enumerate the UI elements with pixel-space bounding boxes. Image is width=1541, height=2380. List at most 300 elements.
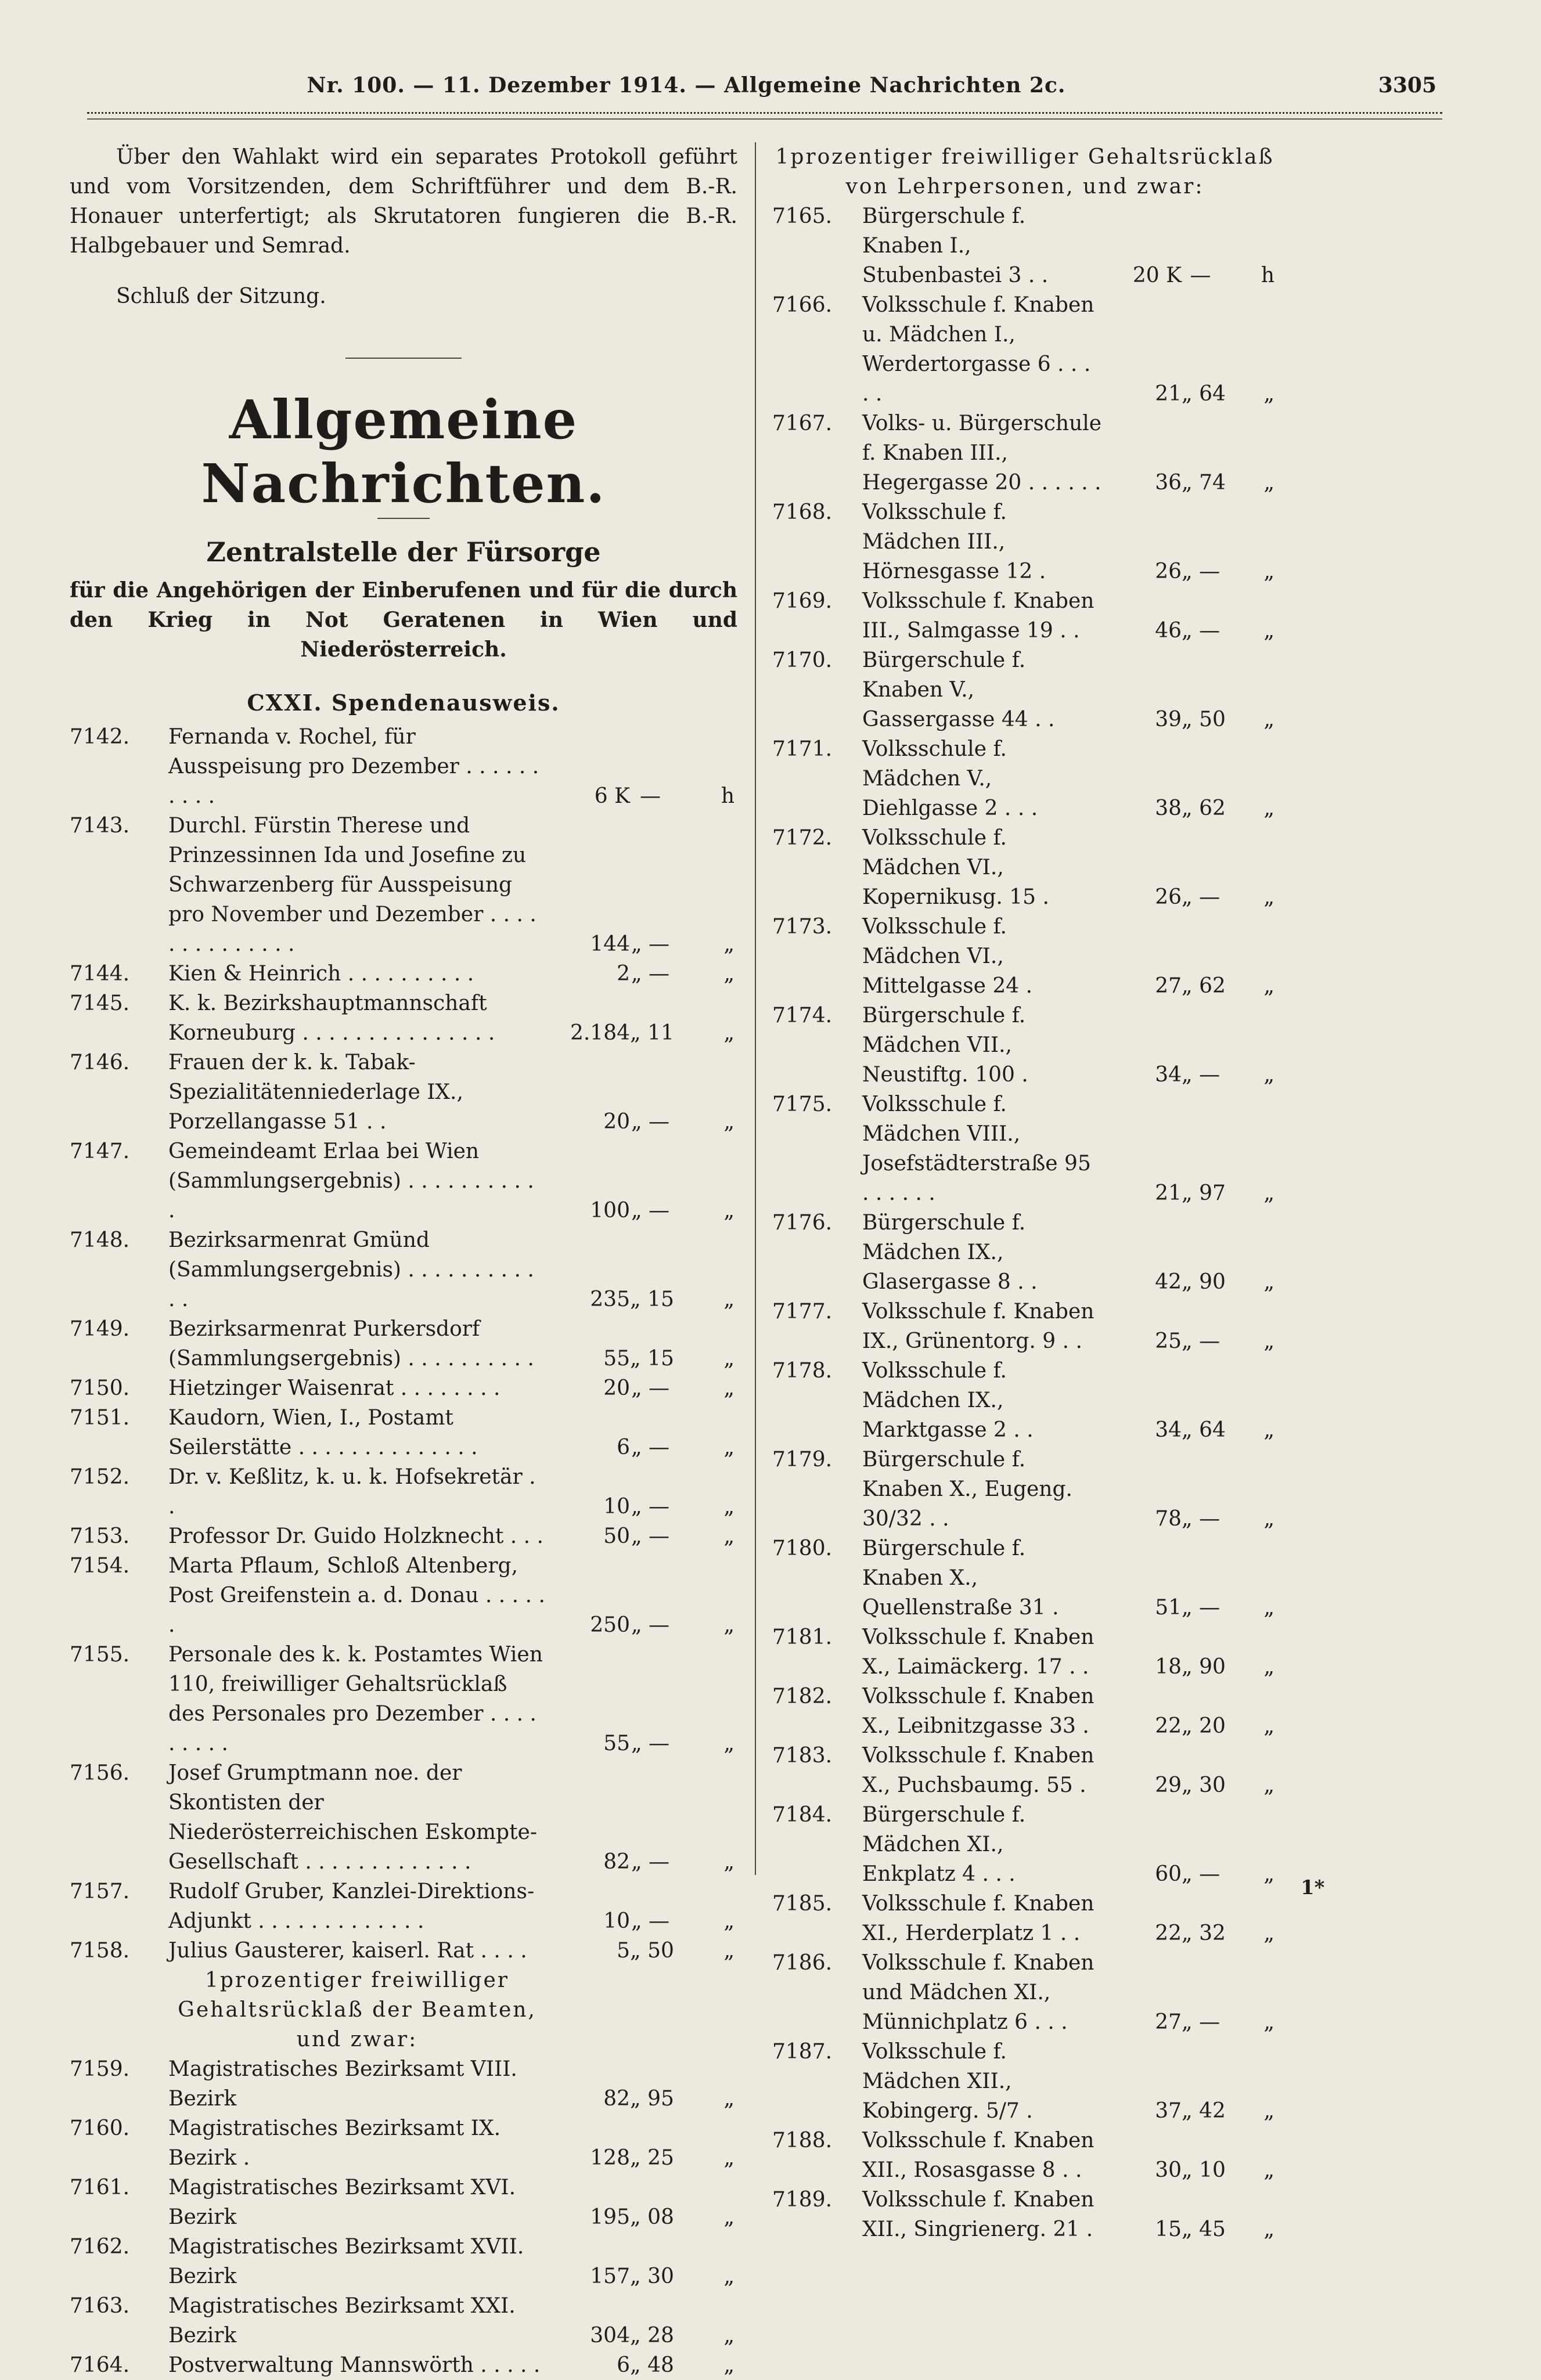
donation-entry — [70, 1551, 737, 1640]
amount-unit: „ — [723, 2353, 735, 2377]
subtitle-detail: für die Angehörigen der Einberufenen und für die durch den Krieg in Not Geratenen in Wien und Niederösterreich. — [70, 578, 737, 662]
amount-unit: „ — [1263, 1418, 1274, 1442]
entry-text: Bürgerschule f. Knaben X., Quellenstraße 31 . — [862, 1537, 1059, 1620]
donation-entry — [70, 1314, 737, 1373]
entry-amount — [1109, 2215, 1277, 2244]
entry-number: 7170. — [772, 648, 833, 672]
donation-entry — [772, 1208, 1277, 1297]
amount-heller: — — [640, 784, 661, 808]
amount-heller: „ — — [631, 1909, 670, 1933]
entry-text: Volksschule f. Mädchen V., Diehlgasse 2 . . . — [862, 737, 1038, 820]
amount-unit: „ — [1263, 885, 1274, 909]
entry-number: 7185. — [772, 1892, 833, 1916]
donation-entry — [772, 1682, 1277, 1741]
amount-kronen: 27 — [1155, 2010, 1182, 2034]
left-column — [70, 142, 737, 2380]
entry-amount — [1109, 261, 1277, 290]
amount-unit: „ — [723, 2205, 735, 2229]
entry-text: Frauen der k. k. Tabak-Spezialitätenniederlage IX., Porzellangasse 51 . . — [168, 1051, 463, 1134]
amount-unit: „ — [723, 2324, 735, 2347]
entry-amount — [1109, 1326, 1277, 1356]
donation-entry — [772, 1741, 1277, 1800]
entry-amount — [1109, 794, 1277, 823]
entry-amount — [1109, 2007, 1277, 2037]
amount-heller: „ — — [1182, 1862, 1220, 1886]
donation-entry — [70, 2350, 737, 2380]
donation-entry — [70, 1403, 737, 1462]
amount-unit: „ — [1263, 708, 1274, 731]
donation-entry — [772, 1001, 1277, 1090]
entry-text: Volksschule f. Knaben XII., Rosasgasse 8 . . — [862, 2129, 1094, 2182]
donation-entry — [70, 1462, 737, 1521]
amount-unit: „ — [1263, 2158, 1274, 2182]
donation-entry — [70, 1936, 737, 1966]
donation-entry — [70, 1640, 737, 1758]
donation-entry — [772, 1948, 1277, 2037]
donation-entry — [772, 1445, 1277, 1534]
entry-number: 7189. — [772, 2188, 833, 2212]
entry-amount — [1109, 1652, 1277, 1682]
entry-number: 7174. — [772, 1004, 833, 1027]
entry-amount — [552, 1433, 737, 1462]
amount-kronen: 18 — [1155, 1655, 1182, 1679]
amount-heller: „ — — [631, 1436, 670, 1459]
entry-text: Kien & Heinrich . . . . . . . . . . — [168, 962, 474, 986]
entry-amount — [552, 929, 737, 959]
amount-kronen: 6 K — [594, 784, 630, 808]
amount-heller: „ — — [631, 962, 670, 986]
amount-heller: „ — — [1182, 2010, 1220, 2034]
entry-number: 7147. — [70, 1139, 130, 1163]
donation-entry — [70, 2054, 737, 2114]
amount-kronen: 29 — [1155, 1773, 1182, 1797]
donation-entry — [772, 1800, 1277, 1889]
amount-heller: „ 48 — [630, 2353, 674, 2377]
entry-number: 7150. — [70, 1376, 130, 1400]
amount-kronen: 144 — [590, 932, 630, 956]
entry-text: Fernanda v. Rochel, für Ausspeisung pro Dezember . . . . . . . . . . — [168, 725, 539, 808]
amount-heller: „ 50 — [630, 1939, 674, 1963]
amount-heller: „ 28 — [630, 2324, 674, 2347]
entry-text: Volksschule f. Mädchen III., Hörnesgasse 12 . — [862, 500, 1046, 583]
entry-number: 7183. — [772, 1744, 833, 1768]
amount-heller: „ 62 — [1182, 974, 1226, 998]
amount-unit: „ — [1263, 619, 1274, 643]
entry-amount — [552, 1521, 737, 1551]
amount-kronen: 78 — [1155, 1507, 1182, 1531]
amount-heller: „ 20 — [1182, 1714, 1226, 1738]
donation-entry — [772, 823, 1277, 912]
entry-number: 7165. — [772, 204, 833, 228]
amount-unit: „ — [1263, 1596, 1274, 1620]
entry-amount — [1109, 468, 1277, 497]
amount-heller: „ 30 — [630, 2264, 674, 2288]
entry-amount — [552, 1936, 737, 1966]
entry-amount — [552, 1285, 737, 1314]
amount-unit: „ — [723, 1021, 735, 1045]
entry-number: 7144. — [70, 962, 130, 986]
amount-heller: „ 74 — [1182, 471, 1226, 495]
entry-amount — [552, 2143, 737, 2173]
donation-list — [70, 722, 737, 1966]
amount-kronen: 6 — [617, 2353, 630, 2377]
entry-amount — [552, 1492, 737, 1521]
entry-text: Bürgerschule f. Knaben V., Gassergasse 44 . . — [862, 648, 1055, 731]
entry-amount — [1109, 1178, 1277, 1208]
amount-kronen: 235 — [590, 1288, 630, 1311]
entry-amount — [552, 2321, 737, 2350]
amount-unit: „ — [1263, 2010, 1274, 2034]
amount-heller: „ 10 — [1182, 2158, 1226, 2182]
amount-unit: „ — [1263, 1181, 1274, 1205]
donation-list-heading: CXXI. Spendenausweis. — [247, 690, 560, 716]
entry-number: 7159. — [70, 2057, 130, 2081]
amount-heller: „ — — [631, 1110, 670, 1134]
donation-entry — [772, 409, 1277, 497]
amount-unit: „ — [723, 1347, 735, 1371]
entry-amount — [1109, 1504, 1277, 1534]
donation-entry — [772, 646, 1277, 734]
amount-kronen: 51 — [1155, 1596, 1182, 1620]
amount-heller: „ — — [1182, 1596, 1220, 1620]
donation-entry — [70, 1521, 737, 1551]
entry-amount — [1109, 882, 1277, 912]
amount-unit: „ — [1263, 471, 1274, 495]
amount-kronen: 37 — [1155, 2099, 1182, 2123]
donation-entry — [772, 1889, 1277, 1948]
right-column — [772, 142, 1277, 2244]
amount-unit: „ — [723, 2087, 735, 2111]
entry-amount — [1109, 1859, 1277, 1889]
entry-text: Bürgerschule f. Mädchen IX., Glasergasse 8 . . — [862, 1211, 1038, 1294]
entry-amount — [1109, 1593, 1277, 1622]
entry-text: Personale des k. k. Postamtes Wien 110, freiwilliger Gehaltsrücklaß des Personales pro Dezember . . . . . . . . . — [168, 1643, 543, 1755]
amount-heller: „ 64 — [1182, 382, 1226, 406]
entry-number: 7160. — [70, 2116, 130, 2140]
amount-heller: — — [1190, 264, 1211, 287]
entry-text: Professor Dr. Guido Holzknecht . . . — [168, 1524, 543, 1548]
subtitle: Zentralstelle der Fürsorge — [206, 536, 601, 568]
entry-amount — [1109, 1267, 1277, 1297]
entry-text: Magistratisches Bezirksamt IX. Bezirk . — [168, 2116, 501, 2170]
amount-kronen: 10 — [603, 1495, 630, 1519]
entry-text: Volksschule f. Mädchen IX., Marktgasse 2 . . — [862, 1359, 1034, 1442]
signature-mark: 1* — [1301, 1876, 1325, 1899]
donation-entry — [772, 912, 1277, 1001]
entry-number: 7169. — [772, 589, 833, 613]
group-note-teachers: 1prozentiger freiwilliger Gehaltsrücklaß von Lehrpersonen, und zwar: — [775, 145, 1274, 199]
entry-amount — [1109, 1415, 1277, 1445]
amount-unit: „ — [1263, 1063, 1274, 1087]
amount-kronen: 55 — [603, 1347, 630, 1371]
amount-heller: „ 64 — [1182, 1418, 1226, 1442]
entry-number: 7157. — [70, 1880, 130, 1903]
amount-unit: „ — [1263, 382, 1274, 406]
entry-text: Marta Pflaum, Schloß Altenberg, Post Greifenstein a. d. Donau . . . . . . — [168, 1554, 545, 1637]
amount-heller: „ — — [631, 1732, 670, 1755]
entry-text: Volksschule f. Mädchen XII., Kobingerg. 5/7 . — [862, 2040, 1033, 2123]
donation-entry — [772, 497, 1277, 586]
donation-entry — [772, 2185, 1277, 2244]
entry-text: Magistratisches Bezirksamt VIII. Bezirk — [168, 2057, 517, 2111]
amount-heller: „ 08 — [630, 2205, 674, 2229]
entry-text: Bürgerschule f. Knaben I., Stubenbastei 3 . . — [862, 204, 1049, 287]
amount-kronen: 20 — [603, 1376, 630, 1400]
entry-number: 7148. — [70, 1228, 130, 1252]
entry-number: 7181. — [772, 1625, 833, 1649]
donation-entry — [70, 1758, 737, 1877]
amount-heller: „ — — [631, 1850, 670, 1874]
entry-amount — [552, 2202, 737, 2232]
amount-unit: „ — [1263, 1773, 1274, 1797]
entry-amount — [1109, 379, 1277, 409]
amount-kronen: 10 — [603, 1909, 630, 1933]
amount-kronen: 46 — [1155, 619, 1182, 643]
amount-heller: „ 90 — [1182, 1270, 1226, 1294]
amount-kronen: 22 — [1155, 1714, 1182, 1738]
entry-text: Josef Grumptmann noe. der Skontisten der Niederösterreichischen Eskompte-Gesellschaft . . . . . . . . . . . . . — [168, 1761, 538, 1874]
entry-text: Rudolf Gruber, Kanzlei-Direktions-Adjunkt . . . . . . . . . . . . . — [168, 1880, 535, 1933]
entry-text: Volks- u. Bürgerschule f. Knaben III., Hegergasse 20 . . . . . . — [862, 412, 1102, 495]
entry-amount — [552, 1196, 737, 1225]
amount-heller: „ 42 — [1182, 2099, 1226, 2123]
entry-number: 7178. — [772, 1359, 833, 1383]
entry-number: 7184. — [772, 1803, 833, 1827]
amount-unit: „ — [1263, 1655, 1274, 1679]
amount-kronen: 39 — [1155, 708, 1182, 731]
amount-heller: „ — — [1182, 619, 1220, 643]
entry-text: Volksschule f. Knaben III., Salmgasse 19 . . — [862, 589, 1094, 643]
amount-unit: „ — [1263, 1329, 1274, 1353]
donation-entry — [70, 1048, 737, 1137]
amount-unit: „ — [723, 2264, 735, 2288]
amount-unit: „ — [723, 1495, 735, 1519]
amount-heller: „ — — [631, 932, 670, 956]
amount-kronen: 21 — [1155, 1181, 1182, 1205]
separator-rule — [345, 358, 462, 359]
amount-heller: „ 95 — [630, 2087, 674, 2111]
amount-unit: „ — [1263, 2099, 1274, 2123]
donation-entry — [70, 989, 737, 1048]
amount-unit: h — [721, 784, 735, 808]
entry-amount — [552, 959, 737, 989]
amount-heller: „ 50 — [1182, 708, 1226, 731]
entry-number: 7164. — [70, 2353, 130, 2377]
entry-text: Durchl. Fürstin Therese und Prinzessinnen Ida und Josefine zu Schwarzenberg für Ausspeisung pro November und Dezember . . . . . . . . . . . . . . — [168, 814, 537, 956]
amount-kronen: 157 — [590, 2264, 630, 2288]
donation-entry — [772, 1090, 1277, 1208]
entry-text: Magistratisches Bezirksamt XXI. Bezirk — [168, 2294, 516, 2347]
amount-heller: „ — — [631, 1376, 670, 1400]
amount-unit: „ — [723, 1850, 735, 1874]
entry-number: 7156. — [70, 1761, 130, 1785]
entry-text: Bürgerschule f. Mädchen VII., Neustiftg. 100 . — [862, 1004, 1028, 1087]
header-title: Nr. 100. — 11. Dezember 1914. — Allgemeine Nachrichten 2c. — [307, 73, 1066, 98]
entry-number: 7172. — [772, 826, 833, 850]
amount-kronen: 2.184 — [570, 1021, 630, 1045]
amount-kronen: 42 — [1155, 1270, 1182, 1294]
entry-text: Volksschule f. Knaben XI., Herderplatz 1 . . — [862, 1892, 1094, 1945]
entry-text: Gemeindeamt Erlaa bei Wien (Sammlungsergebnis) . . . . . . . . . . . — [168, 1139, 534, 1223]
entry-number: 7176. — [772, 1211, 833, 1235]
amount-kronen: 27 — [1155, 974, 1182, 998]
amount-heller: „ 25 — [630, 2146, 674, 2170]
donation-list-officials — [70, 2054, 737, 2380]
entry-amount — [552, 1729, 737, 1758]
amount-kronen: 15 — [1155, 2217, 1182, 2241]
entry-amount — [1109, 1770, 1277, 1800]
entry-number: 7152. — [70, 1465, 130, 1489]
donation-entry — [772, 1297, 1277, 1356]
header-rule — [87, 112, 1442, 120]
amount-unit: „ — [1263, 796, 1274, 820]
amount-unit: „ — [723, 1613, 735, 1637]
entry-text: Volksschule f. Knaben X., Laimäckerg. 17 . . — [862, 1625, 1094, 1679]
entry-amount — [552, 2084, 737, 2114]
entry-text: Volksschule f. Knaben X., Puchsbaumg. 55 . — [862, 1744, 1094, 1797]
donation-entry — [70, 1877, 737, 1936]
amount-heller: „ 11 — [630, 1021, 674, 1045]
amount-kronen: 82 — [603, 1850, 630, 1874]
entry-text: Dr. v. Keßlitz, k. u. k. Hofsekretär . . — [168, 1465, 536, 1519]
entry-number: 7162. — [70, 2235, 130, 2259]
amount-unit: „ — [723, 932, 735, 956]
entry-number: 7142. — [70, 725, 130, 749]
entry-text: Volksschule f. Knaben XII., Singrienerg. 21 . — [862, 2188, 1094, 2241]
amount-unit: „ — [1263, 2217, 1274, 2241]
entry-number: 7163. — [70, 2294, 130, 2318]
donation-entry — [772, 586, 1277, 646]
amount-unit: „ — [723, 1909, 735, 1933]
amount-kronen: 26 — [1155, 560, 1182, 583]
entry-amount — [1109, 2155, 1277, 2185]
amount-kronen: 82 — [603, 2087, 630, 2111]
entry-text: Volksschule f. Knaben X., Leibnitzgasse 33 . — [862, 1685, 1094, 1738]
amount-unit: „ — [1263, 1862, 1274, 1886]
entry-amount — [1109, 1711, 1277, 1741]
entry-text: Volksschule f. Knaben u. Mädchen I., Werdertorgasse 6 . . . . . — [862, 293, 1094, 406]
amount-unit: „ — [1263, 1921, 1274, 1945]
donation-entry — [70, 1225, 737, 1314]
entry-number: 7158. — [70, 1939, 130, 1963]
entry-number: 7168. — [772, 500, 833, 524]
entry-text: Volksschule f. Mädchen VI., Kopernikusg. 15 . — [862, 826, 1049, 909]
entry-amount — [552, 781, 737, 811]
donation-entry — [70, 811, 737, 959]
amount-kronen: 21 — [1155, 382, 1182, 406]
donation-entry — [772, 1622, 1277, 1682]
amount-heller: „ 62 — [1182, 796, 1226, 820]
entry-text: Bürgerschule f. Knaben X., Eugeng. 30/32 . . — [862, 1448, 1072, 1531]
amount-kronen: 304 — [590, 2324, 630, 2347]
amount-kronen: 250 — [590, 1613, 630, 1637]
donation-entry — [772, 2037, 1277, 2126]
entry-text: Kaudorn, Wien, I., Postamt Seilerstätte . . . . . . . . . . . . . . — [168, 1406, 478, 1459]
entry-number: 7187. — [772, 2040, 833, 2064]
amount-heller: „ 97 — [1182, 1181, 1226, 1205]
amount-kronen: 25 — [1155, 1329, 1182, 1353]
amount-unit: „ — [1263, 1714, 1274, 1738]
page-number: 3305 — [1378, 73, 1436, 98]
entry-text: Julius Gausterer, kaiserl. Rat . . . . — [168, 1939, 527, 1963]
amount-unit: „ — [723, 1199, 735, 1223]
amount-heller: „ — — [631, 1524, 670, 1548]
donation-entry — [70, 2114, 737, 2173]
donation-entry — [70, 1137, 737, 1225]
donation-entry — [70, 2291, 737, 2350]
amount-kronen: 5 — [617, 1939, 630, 1963]
amount-unit: „ — [723, 1376, 735, 1400]
amount-heller: „ 45 — [1182, 2217, 1226, 2241]
entry-number: 7155. — [70, 1643, 130, 1667]
donation-list-schools — [772, 201, 1277, 2244]
entry-text: Postverwaltung Mannswörth . . . . . — [168, 2353, 541, 2377]
entry-amount — [1109, 616, 1277, 646]
page-header — [87, 73, 1436, 108]
entry-number: 7186. — [772, 1951, 833, 1975]
amount-unit: „ — [723, 2146, 735, 2170]
entry-amount — [552, 1107, 737, 1137]
entry-text: Bezirksarmenrat Gmünd (Sammlungsergebnis) . . . . . . . . . . . . — [168, 1228, 534, 1311]
donation-entry — [772, 2126, 1277, 2185]
amount-heller: „ 90 — [1182, 1655, 1226, 1679]
amount-heller: „ 15 — [630, 1347, 674, 1371]
amount-kronen: 20 — [603, 1110, 630, 1134]
closing-line: Schluß der Sitzung. — [116, 284, 326, 308]
title-rule — [377, 518, 430, 519]
entry-amount — [552, 2262, 737, 2291]
entry-amount — [552, 1906, 737, 1936]
donation-entry — [772, 1534, 1277, 1622]
amount-kronen: 22 — [1155, 1921, 1182, 1945]
amount-heller: „ — — [631, 1495, 670, 1519]
amount-kronen: 6 — [617, 1436, 630, 1459]
entry-text: Bezirksarmenrat Purkersdorf (Sammlungsergebnis) . . . . . . . . . . — [168, 1317, 534, 1371]
entry-number: 7154. — [70, 1554, 130, 1578]
donation-entry — [772, 290, 1277, 409]
donation-entry — [70, 722, 737, 811]
entry-amount — [1109, 971, 1277, 1001]
donation-entry — [70, 2232, 737, 2291]
entry-text: Bürgerschule f. Mädchen XI., Enkplatz 4 . . . — [862, 1803, 1026, 1886]
section-title: Allgemeine Nachrichten. — [201, 388, 606, 515]
amount-kronen: 128 — [590, 2146, 630, 2170]
entry-text: Volksschule f. Knaben und Mädchen XI., Münnichplatz 6 . . . — [862, 1951, 1094, 2034]
amount-heller: „ — — [631, 1613, 670, 1637]
amount-unit: „ — [1263, 974, 1274, 998]
amount-heller: „ — — [1182, 1507, 1220, 1531]
amount-unit: „ — [723, 1288, 735, 1311]
intro-paragraph: Über den Wahlakt wird ein separates Protokoll geführt und vom Vorsitzenden, dem Schriftführer und dem B.-R. Honauer unterfertigt; als Skrutatoren fungieren die B.-R. Halbgebauer und Semrad. — [70, 145, 737, 258]
amount-kronen: 2 — [617, 962, 630, 986]
entry-amount — [1109, 705, 1277, 734]
amount-heller: „ 30 — [1182, 1773, 1226, 1797]
amount-kronen: 195 — [590, 2205, 630, 2229]
amount-kronen: 55 — [603, 1732, 630, 1755]
entry-number: 7143. — [70, 814, 130, 838]
amount-heller: „ — — [1182, 1063, 1220, 1087]
entry-text: Volksschule f. Mädchen VI., Mittelgasse 24 . — [862, 915, 1033, 998]
entry-number: 7188. — [772, 2129, 833, 2152]
donation-entry — [70, 1373, 737, 1403]
entry-number: 7146. — [70, 1051, 130, 1074]
amount-heller: „ — — [1182, 560, 1220, 583]
entry-amount — [552, 2350, 737, 2380]
amount-unit: „ — [723, 1436, 735, 1459]
column-divider — [755, 142, 756, 1875]
entry-text: K. k. Bezirkshauptmannschaft Korneuburg . . . . . . . . . . . . . . . — [168, 991, 495, 1045]
entry-text: Magistratisches Bezirksamt XVI. Bezirk — [168, 2176, 516, 2229]
